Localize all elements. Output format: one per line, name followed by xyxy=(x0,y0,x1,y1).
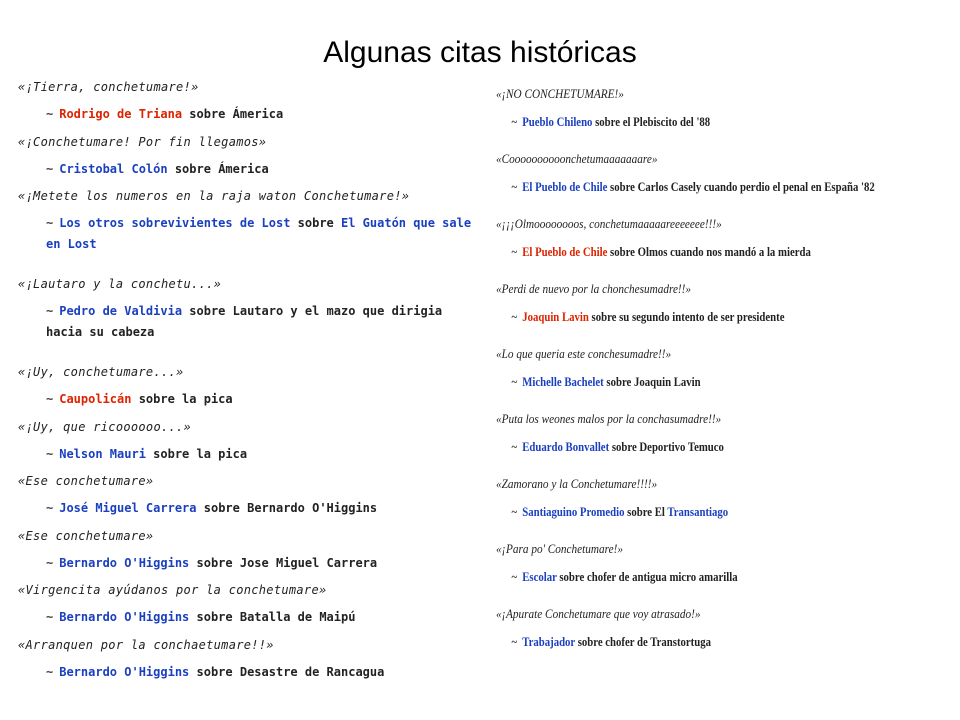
quote-text: «Puta los weones malos por la conchasumadre!!» xyxy=(496,412,722,426)
tilde-marker: ~ xyxy=(511,245,518,259)
tilde-marker: ~ xyxy=(46,161,54,176)
attribution-author: José Miguel Carrera xyxy=(59,501,197,515)
attribution-author: El Pueblo de Chile xyxy=(522,180,608,194)
attribution-author: Trabajador xyxy=(522,635,576,649)
attribution-subject: sobre la pica xyxy=(131,392,233,406)
quote-text: «¡Tierra, conchetumare!» xyxy=(18,80,199,94)
quote-attribution xyxy=(496,622,857,650)
quote-entry xyxy=(18,579,478,634)
quote-entry xyxy=(18,525,478,580)
attribution-subject: sobre el Plebiscito del '88 xyxy=(592,115,711,129)
quote-entry xyxy=(18,273,478,361)
quote-text: «¡Uy, que ricoooooo...» xyxy=(18,419,192,434)
quote-entry xyxy=(18,634,478,689)
tilde-marker: ~ xyxy=(511,310,518,324)
left-quote-column xyxy=(18,76,478,679)
quote-entry xyxy=(18,76,478,131)
tilde-marker: ~ xyxy=(46,501,54,515)
tilde-marker: ~ xyxy=(511,570,518,584)
quote-entry xyxy=(496,342,916,407)
attribution-subject: Ámerica xyxy=(218,161,269,176)
quote-entry xyxy=(496,147,916,212)
quote-entry xyxy=(18,416,478,471)
tilde-marker: ~ xyxy=(46,304,54,318)
quote-attribution xyxy=(18,654,478,683)
quote-attribution xyxy=(18,151,478,180)
quote-entry xyxy=(496,407,916,472)
quote-entry xyxy=(18,131,478,186)
quote-text: «¡Lautaro y la conchetu...» xyxy=(18,277,222,291)
attribution-author: Santiaguino Promedio xyxy=(522,505,625,519)
attribution-author: Bernardo O'Higgins xyxy=(59,555,190,570)
attribution-author: Escolar xyxy=(522,570,557,584)
attribution-author: Bernardo O'Higgins xyxy=(59,664,190,679)
attribution-subject: sobre Desastre de Rancagua xyxy=(189,664,385,679)
attribution-author: Joaquin Lavin xyxy=(522,310,589,324)
quote-attribution xyxy=(18,293,478,343)
quote-text: «¡¡¡Olmoooooooos, conchetumaaaaareeeeeee!!!» xyxy=(496,217,722,231)
tilde-marker: ~ xyxy=(46,664,54,679)
quote-attribution xyxy=(18,96,478,125)
quote-text: «¡NO CONCHETUMARE!» xyxy=(496,87,624,101)
quote-text: «Zamorano y la Conchetumare!!!!» xyxy=(496,477,658,491)
tilde-marker: ~ xyxy=(46,392,54,406)
quote-entry xyxy=(18,361,478,416)
tilde-marker: ~ xyxy=(46,555,54,570)
quote-attribution xyxy=(18,599,478,628)
quote-attribution xyxy=(496,492,857,520)
tilde-marker: ~ xyxy=(511,505,518,519)
quote-attribution xyxy=(496,362,857,390)
attribution-subject: sobre Jose Miguel Carrera xyxy=(189,555,378,570)
quote-text: «¡Metete los numeros en la raja waton Conchetumare!» xyxy=(18,189,410,203)
quote-text: «Arranquen por la conchaetumare!!» xyxy=(18,637,274,652)
quote-entry xyxy=(18,470,478,525)
tilde-marker: ~ xyxy=(511,115,518,129)
quote-attribution xyxy=(496,557,857,585)
quote-attribution xyxy=(18,381,478,410)
attribution-subject: sobre xyxy=(290,216,341,230)
quote-attribution xyxy=(496,297,857,325)
quote-attribution xyxy=(496,232,857,260)
quote-entry xyxy=(496,82,916,147)
page-title: Algunas citas históricas xyxy=(323,36,637,69)
attribution-subject: sobre su segundo intento de ser presidente xyxy=(588,310,785,324)
attribution-author: Caupolicán xyxy=(59,392,132,406)
attribution-author: El Pueblo de Chile xyxy=(522,245,608,259)
quote-attribution xyxy=(18,205,478,255)
attribution-subject: sobre Lautaro y el mazo que dirigia hacia su cabeza xyxy=(46,304,443,339)
attribution-author: Bernardo O'Higgins xyxy=(59,610,190,624)
quote-entry xyxy=(496,537,916,602)
tilde-marker: ~ xyxy=(511,180,518,194)
attribution-subject: sobre Bernardo O'Higgins xyxy=(196,501,378,515)
attribution-subject: sobre Carlos Casely cuando perdio el penal en España '82 xyxy=(607,180,875,194)
quote-attribution xyxy=(496,427,857,455)
attribution-author: Eduardo Bonvallet xyxy=(522,440,610,454)
quote-text: «Coooooooooonchetumaaaaaaare» xyxy=(496,152,658,166)
attribution-subject: sobre xyxy=(182,107,233,121)
tilde-marker: ~ xyxy=(46,107,54,121)
right-quote-column xyxy=(496,82,916,668)
quote-text: «¡Uy, conchetumare...» xyxy=(18,365,184,379)
attribution-author: El Guatón que sale en Lost xyxy=(46,216,472,251)
quote-text: «Ese conchetumare» xyxy=(18,528,154,543)
attribution-author: Los otros sobrevivientes de Lost xyxy=(59,216,291,230)
tilde-marker: ~ xyxy=(46,446,54,461)
attribution-subject: sobre chofer de antigua micro amarilla xyxy=(556,570,738,584)
quote-text: «¡Para po' Conchetumare!» xyxy=(496,542,623,556)
attribution-author: Nelson Mauri xyxy=(59,446,146,461)
quote-text: «¡Conchetumare! Por fin llegamos» xyxy=(18,134,267,149)
quote-entry xyxy=(18,185,478,273)
quote-text: «Virgencita ayúdanos por la conchetumare» xyxy=(18,583,327,597)
attribution-subject: sobre Joaquin Lavin xyxy=(603,375,701,389)
quote-entry xyxy=(496,277,916,342)
attribution-subject: sobre la pica xyxy=(145,446,248,461)
attribution-subject: sobre xyxy=(167,161,219,176)
tilde-marker: ~ xyxy=(511,635,518,649)
quote-attribution xyxy=(18,436,478,465)
quote-attribution xyxy=(18,490,478,519)
quote-attribution xyxy=(18,545,478,574)
tilde-marker: ~ xyxy=(46,216,54,230)
attribution-author: Rodrigo de Triana xyxy=(59,107,183,121)
quote-text: «Perdi de nuevo por la chonchesumadre!!» xyxy=(496,282,692,296)
quote-entry xyxy=(496,472,916,537)
attribution-subject: sobre Deportivo Temuco xyxy=(609,440,724,454)
attribution-subject: sobre Olmos cuando nos mandó a la mierda xyxy=(607,245,811,259)
attribution-subject: Ámerica xyxy=(232,107,284,121)
attribution-author: Transantiago xyxy=(667,505,729,519)
quote-text: «Ese conchetumare» xyxy=(18,474,154,488)
attribution-subject: sobre chofer de Transtortuga xyxy=(575,635,711,649)
attribution-subject: sobre Batalla de Maipú xyxy=(189,610,356,624)
tilde-marker: ~ xyxy=(511,440,518,454)
attribution-subject: sobre El xyxy=(624,505,668,519)
attribution-author: Cristobal Colón xyxy=(59,161,168,176)
attribution-author: Pueblo Chileno xyxy=(522,115,593,129)
quote-attribution xyxy=(496,102,857,130)
quote-entry xyxy=(496,602,916,667)
attribution-author: Pedro de Valdivia xyxy=(59,304,183,318)
quote-text: «Lo que queria este conchesumadre!!» xyxy=(496,347,672,361)
quote-text: «¡Apurate Conchetumare que voy atrasado!» xyxy=(496,607,701,621)
attribution-author: Michelle Bachelet xyxy=(522,375,604,389)
tilde-marker: ~ xyxy=(511,375,518,389)
quote-entry xyxy=(496,212,916,277)
quote-attribution xyxy=(496,167,875,195)
tilde-marker: ~ xyxy=(46,610,54,624)
